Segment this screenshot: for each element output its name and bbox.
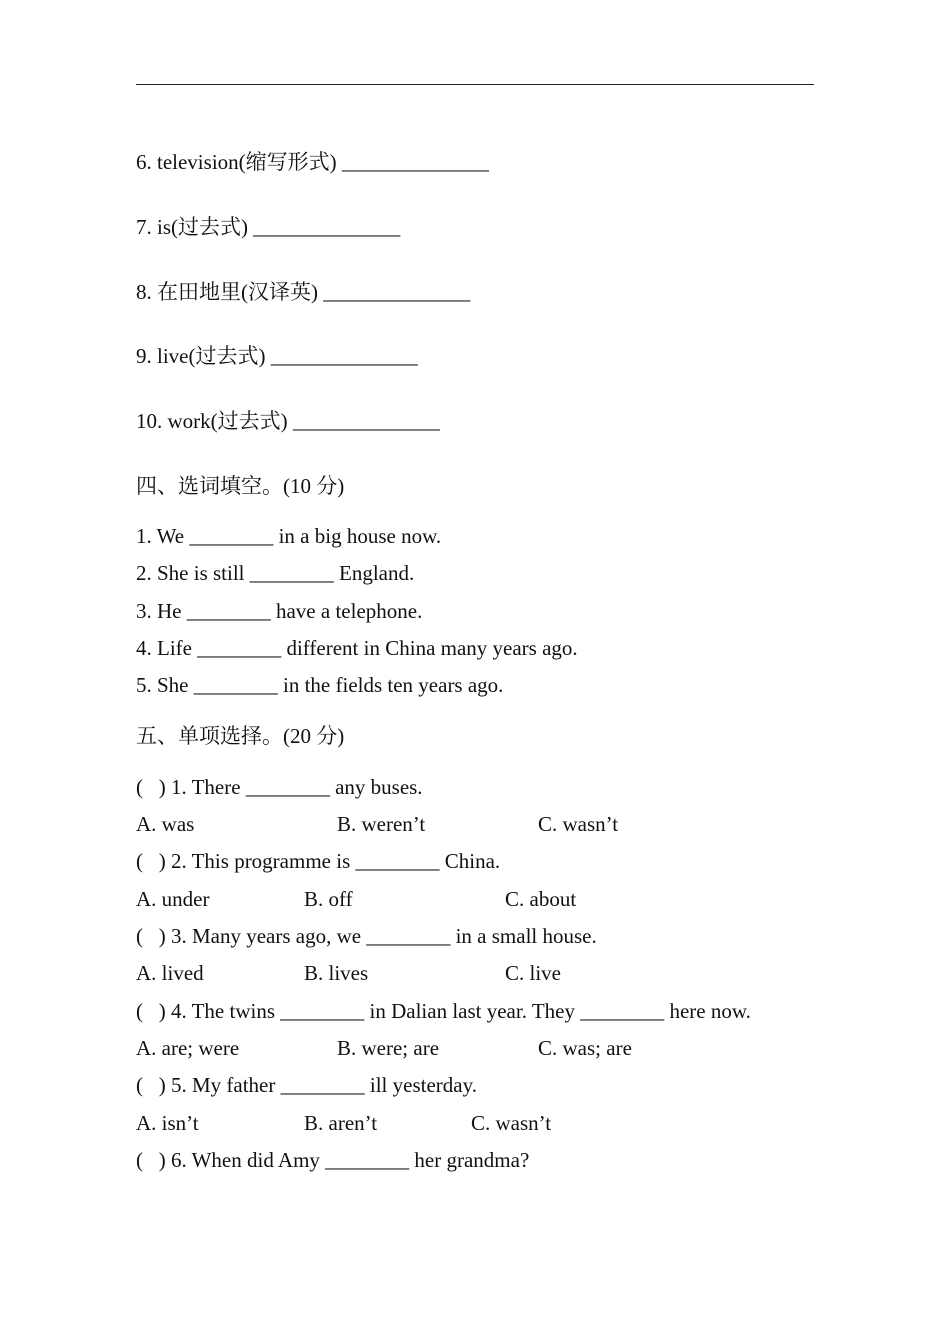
question-3-option-a: A. lived bbox=[136, 961, 204, 985]
part3-item-7: 7. is(过去式) ______________ bbox=[136, 215, 401, 239]
top-divider-line bbox=[136, 84, 814, 85]
part4-item-5: 5. She ________ in the fields ten years ago. bbox=[136, 673, 504, 697]
question-5-option-a: A. isn’t bbox=[136, 1111, 199, 1135]
question-6-stem: ( ) 6. When did Amy ________ her grandma? bbox=[136, 1148, 530, 1172]
question-1-option-a: A. was bbox=[136, 812, 195, 836]
part4-item-4: 4. Life ________ different in China many years ago. bbox=[136, 636, 578, 660]
question-2-option-b: B. off bbox=[304, 887, 353, 911]
question-1-stem: ( ) 1. There ________ any buses. bbox=[136, 775, 423, 799]
part3-item-6: 6. television(缩写形式) ______________ bbox=[136, 150, 489, 174]
question-4-option-c: C. was; are bbox=[538, 1036, 632, 1060]
part3-item-10: 10. work(过去式) ______________ bbox=[136, 409, 440, 433]
question-1-option-c: C. wasn’t bbox=[538, 812, 619, 836]
question-3-option-b: B. lives bbox=[304, 961, 369, 985]
part4-item-3: 3. He ________ have a telephone. bbox=[136, 599, 423, 623]
question-4-stem: ( ) 4. The twins ________ in Dalian last year. They ________ here now. bbox=[136, 999, 751, 1023]
question-5-option-b: B. aren’t bbox=[304, 1111, 378, 1135]
part3-item-9: 9. live(过去式) ______________ bbox=[136, 344, 418, 368]
question-5-stem: ( ) 5. My father ________ ill yesterday. bbox=[136, 1073, 477, 1097]
question-3-stem: ( ) 3. Many years ago, we ________ in a small house. bbox=[136, 924, 597, 948]
part3-item-8: 8. 在田地里(汉译英) ______________ bbox=[136, 280, 471, 304]
question-1-option-b: B. weren’t bbox=[337, 812, 426, 836]
question-4-option-a: A. are; were bbox=[136, 1036, 240, 1060]
question-2-option-c: C. about bbox=[505, 887, 577, 911]
question-2-option-a: A. under bbox=[136, 887, 210, 911]
part4-title: 四、选词填空。(10 分) bbox=[136, 474, 345, 498]
part5-title: 五、单项选择。(20 分) bbox=[136, 724, 345, 748]
question-4-option-b: B. were; are bbox=[337, 1036, 440, 1060]
question-5-option-c: C. wasn’t bbox=[471, 1111, 552, 1135]
question-3-option-c: C. live bbox=[505, 961, 561, 985]
part4-item-2: 2. She is still ________ England. bbox=[136, 561, 415, 585]
question-2-stem: ( ) 2. This programme is ________ China. bbox=[136, 849, 501, 873]
part4-item-1: 1. We ________ in a big house now. bbox=[136, 524, 442, 548]
